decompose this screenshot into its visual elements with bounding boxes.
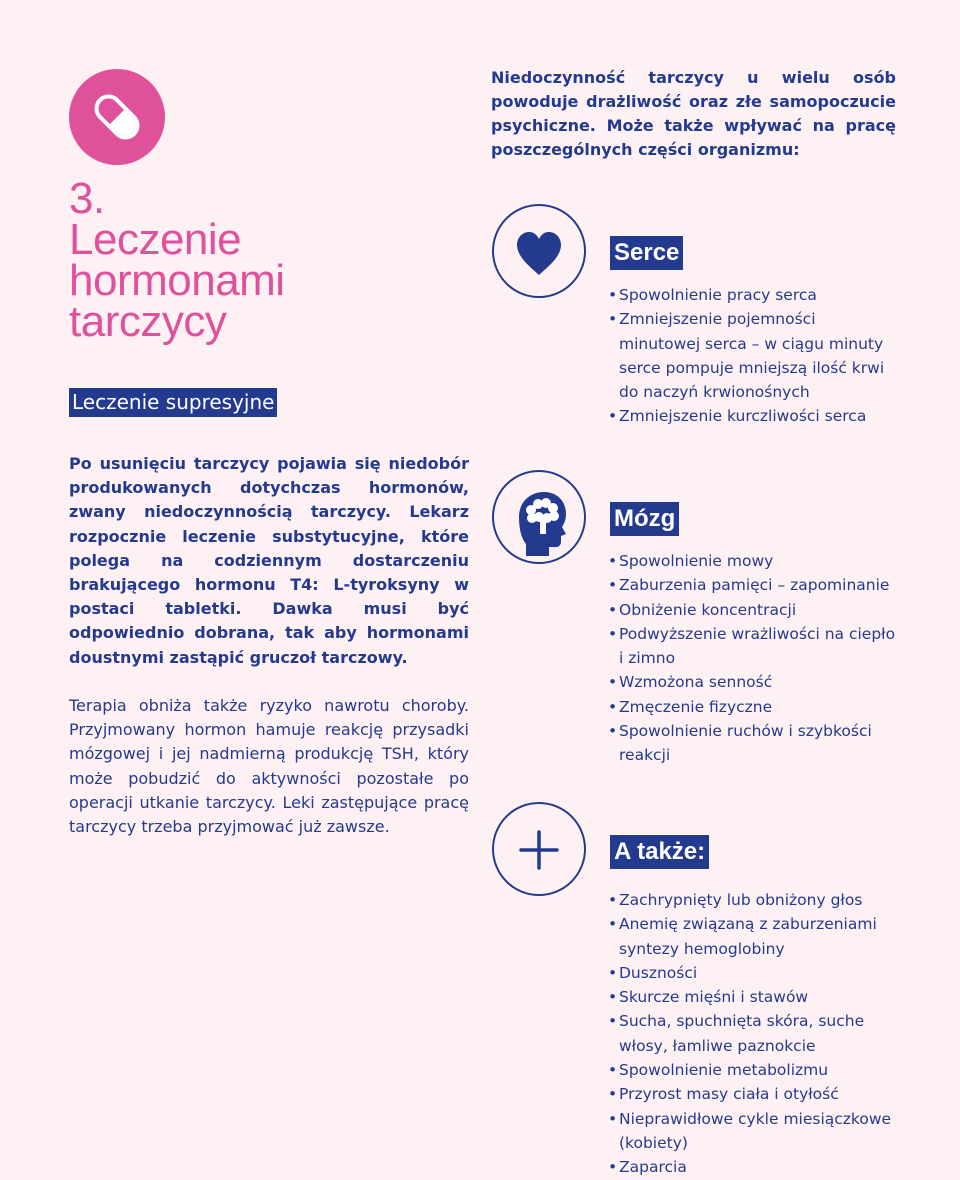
list-item: • Podwyższenie wrażliwości na ciepło i zimno xyxy=(609,622,899,671)
list-item: • Zmniejszenie kurczliwości serca xyxy=(609,404,899,428)
section-title-line-1: Leczenie xyxy=(69,215,242,264)
list-item: • Obniżenie koncentracji xyxy=(609,598,899,622)
list-item: • Zmniejszenie pojemności minutowej serca – w ciągu minuty serce pompuje mniejszą ilość krwi do naczyń krwionośnych xyxy=(609,307,899,404)
other-symptoms-title: A także: xyxy=(610,835,709,869)
list-item: • Spowolnienie metabolizmu xyxy=(609,1058,899,1082)
list-item: • Skurcze mięśni i stawów xyxy=(609,985,899,1009)
list-item: • Zaparcia xyxy=(609,1155,899,1179)
section-number: 3. xyxy=(69,174,105,223)
heart-symptom-list xyxy=(609,283,899,429)
section-subtitle: Leczenie supresyjne xyxy=(69,388,277,417)
symptoms-intro: Niedoczynność tarczycy u wielu osób powoduje drażliwość oraz złe samopoczucie psychiczne. Może także wpływać na pracę poszczególnych części organizmu: xyxy=(491,68,896,159)
list-item: • Zachrypnięty lub obniżony głos xyxy=(609,888,899,912)
brain-symptom-list xyxy=(609,549,899,768)
list-item: • Wzmożona senność xyxy=(609,670,899,694)
head-brain-icon xyxy=(492,470,586,564)
list-item: • Spowolnienie pracy serca xyxy=(609,283,899,307)
list-item: • Spowolnienie ruchów i szybkości reakcji xyxy=(609,719,899,768)
heart-section-title: Serce xyxy=(610,236,683,270)
list-item: • Nieprawidłowe cykle miesiączkowe (kobiety) xyxy=(609,1107,899,1156)
list-item: • Duszności xyxy=(609,961,899,985)
intro-paragraph-bold: Po usunięciu tarczycy pojawia się niedobór produkowanych dotychczas hormonów, zwany niedoczynnością tarczycy. Lekarz rozpocznie leczenie substytucyjne, które polega na codziennym dostarczeniu brakującego hormonu T4: L-tyroksyny w postaci tabletki. Dawka musi być odpowiednio dobrana, tak aby hormonami doustnymi zastąpić gruczoł tarczowy. xyxy=(69,454,469,667)
list-item: • Sucha, spuchnięta skóra, suche włosy, łamliwe paznokcie xyxy=(609,1009,899,1058)
plus-icon xyxy=(492,802,586,896)
section-title-line-2: hormonami xyxy=(69,256,285,305)
list-item: • Przyrost masy ciała i otyłość xyxy=(609,1082,899,1106)
list-item: • Spowolnienie mowy xyxy=(609,549,899,573)
list-item: • Zmęczenie fizyczne xyxy=(609,695,899,719)
list-item: • Anemię związaną z zaburzeniami syntezy hemoglobiny xyxy=(609,912,899,961)
other-symptom-list xyxy=(609,888,899,1180)
body-paragraph: Terapia obniża także ryzyko nawrotu choroby. Przyjmowany hormon hamuje reakcję przysadki mózgowej i jej nadmierną produkcję TSH, który może pobudzić do aktywności pozostałe po operacji utkanie tarczycy. Leki zastępujące pracę tarczycy trzeba przyjmować już zawsze. xyxy=(69,696,469,837)
pill-icon xyxy=(69,69,165,165)
heart-icon xyxy=(492,204,586,298)
section-title-line-3: tarczycy xyxy=(69,297,227,346)
section-title xyxy=(69,174,285,346)
list-item: • Zaburzenia pamięci – zapominanie xyxy=(609,573,899,597)
brain-section-title: Mózg xyxy=(610,502,679,536)
